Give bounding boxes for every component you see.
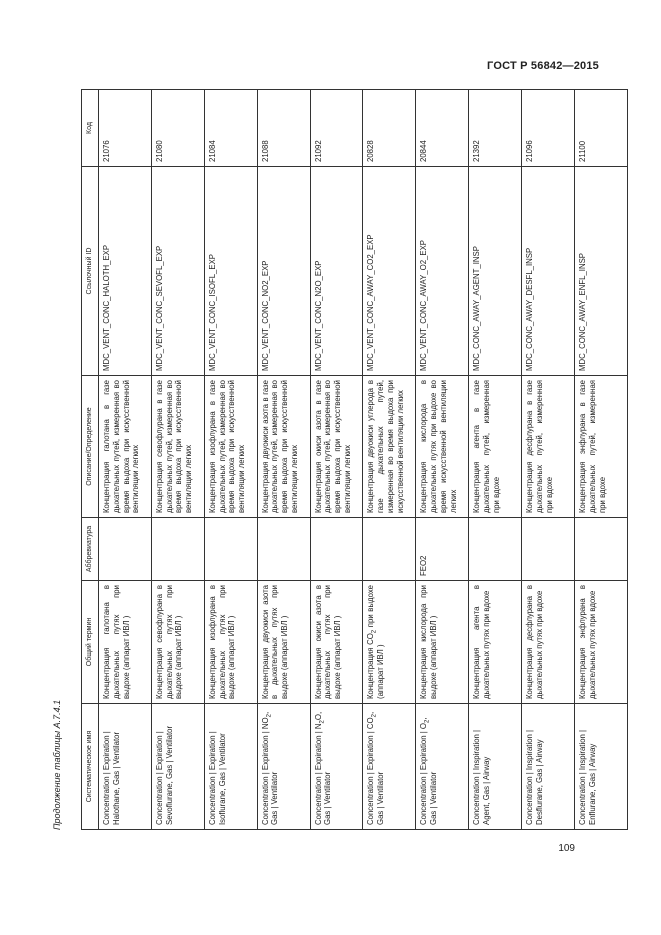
code-cell: 20828 [363,90,416,167]
description-cell: Концентрация десфлурана в газе дыхательных путей, измеренная при вдохе [522,376,575,518]
table-body [99,90,628,830]
code-cell: 21092 [310,90,363,167]
abbreviation-cell [522,518,575,581]
common-term-cell: Концентрация севофлурана в дыхательных путях при выдохе (аппарат ИВЛ ) [151,581,204,704]
reference-id-cell: MDC_VENT_CONC_NO2_EXP [257,167,310,376]
terms-table [81,89,628,830]
abbreviation-cell [99,518,152,581]
table-row [363,90,416,830]
code-cell: 21100 [575,90,628,167]
abbreviation-cell [204,518,257,581]
table-row [416,90,469,830]
common-term-cell: Концентрация двуокиси азота в дыхательных путях при выдохе (аппарат ИВЛ ) [257,581,310,704]
description-cell: Концентрация кислорода в дыхательных путях при выдохе во время искусственной вентиляции легких [416,376,469,518]
description-cell: Концентрация агента в газе дыхательных путей, измеренная при вдохе [469,376,522,518]
systematic-name-cell: Concentration | Expiration | $O_2$, Gas | Ventilator [416,704,469,830]
description-cell: Концентрация галотана в газе дыхательных путей, измеренная во время выдоха при искусственной вентиляции легких [99,376,152,518]
description-cell: Концентрация энфлурана в газе дыхательных путей, измеренная при вдохе [575,376,628,518]
common-term-cell: Концентрация изофлурана в дыхательных путях при выдохе (аппарат ИВЛ ) [204,581,257,704]
code-cell: 21084 [204,90,257,167]
common-term-cell: Концентрация энфлурана в дыхательных путях при вдохе [575,581,628,704]
common-term-cell: Концентрация десфлурана в дыхательных путях при вдохе [522,581,575,704]
column-header-systematic-name: Систематическое имя [82,704,99,830]
reference-id-cell: MDC_VENT_CONC_HALOTH_EXP [99,167,152,376]
column-header-description: Описание/Определение [82,376,99,518]
standard-header: ГОСТ Р 56842—2015 [487,60,599,72]
abbreviation-cell [310,518,363,581]
code-cell: 21096 [522,90,575,167]
reference-id-cell: MDC_CONC_AWAY_DESFL_INSP [522,167,575,376]
table-row [204,90,257,830]
systematic-name-cell: Concentration | Expiration | $CO_2$, Gas | Ventilator [363,704,416,830]
column-header-code: Код [82,90,99,167]
table-row [469,90,522,830]
table-header-row [82,90,99,830]
table-row [257,90,310,830]
common-term-cell: Концентрация кислорода при выдохе (аппарат ИВЛ ) [416,581,469,704]
systematic-name-cell: Concentration | Inspiration | Desflurane, Gas | Airway [522,704,575,830]
systematic-name-cell: Concentration | Expiration | Sevoflurane, Gas | Ventilator [151,704,204,830]
systematic-name-cell: Concentration | Inspiration | Agent, Gas | Airway [469,704,522,830]
abbreviation-cell [575,518,628,581]
table-caption: Продолжение таблицы А.7.4.1 [52,699,62,830]
code-cell: 21076 [99,90,152,167]
page-number: 109 [558,843,575,854]
common-term-cell: Концентрация окиси азота в дыхательных путях при выдохе (аппарат ИВЛ ) [310,581,363,704]
description-cell: Концентрация окиси азота в газе дыхательных путей, измеренная во время выдоха при искусственной вентиляции легких [310,376,363,518]
reference-id-cell: MDC_VENT_CONC_AWAY_CO2_EXP [363,167,416,376]
systematic-name-cell: Concentration | Inspiration | Enflurane, Gas | Airway [575,704,628,830]
description-cell: Концентрация двуокиси углерода в газе дыхательных путей, измеренная во время выдоха при искусственной вентиляции легких [363,376,416,518]
reference-id-cell: MDC_VENT_CONC_SEVOFL_EXP [151,167,204,376]
rotated-table-area [52,90,607,830]
column-header-reference-id: Ссылочный ID [82,167,99,376]
reference-id-cell: MDC_VENT_CONC_AWAY_O2_EXP [416,167,469,376]
code-cell: 21080 [151,90,204,167]
abbreviation-cell [469,518,522,581]
abbreviation-cell: FEO2 [416,518,469,581]
abbreviation-cell [257,518,310,581]
column-header-abbreviation: Аббревиатура [82,518,99,581]
reference-id-cell: MDC_VENT_CONC_ISOFL_EXP [204,167,257,376]
description-cell: Концентрация двуокиси азота в газе дыхательных путей, измеренная во время выдоха при искусственной вентиляции легких [257,376,310,518]
common-term-cell: Концентрация галотана в дыхательных путях при выдохе (аппарат ИВЛ ) [99,581,152,704]
common-term-cell: Концентрация $CO_2$ при выдохе (аппарат ИВЛ ) [363,581,416,704]
reference-id-cell: MDC_CONC_AWAY_AGENT_INSP [469,167,522,376]
table-row [575,90,628,830]
reference-id-cell: MDC_VENT_CONC_N2O_EXP [310,167,363,376]
code-cell: 21088 [257,90,310,167]
systematic-name-cell: Concentration | Expiration | $NO_2$, Gas | Ventilator [257,704,310,830]
code-cell: 20844 [416,90,469,167]
table-row [99,90,152,830]
table-row [310,90,363,830]
description-cell: Концентрация севофлурана в газе дыхательных путей, измеренная во время выдоха при искусственной вентиляции легких [151,376,204,518]
code-cell: 21392 [469,90,522,167]
table-row [151,90,204,830]
column-header-common-term: Общий термин [82,581,99,704]
description-cell: Концентрация изофлурана в газе дыхательных путей, измеренная во время выдоха при искусственной вентиляции легких [204,376,257,518]
reference-id-cell: MDC_CONC_AWAY_ENFL_INSP [575,167,628,376]
table-row [522,90,575,830]
abbreviation-cell [363,518,416,581]
systematic-name-cell: Concentration | Expiration | $N_2O$, Gas | Ventilator [310,704,363,830]
systematic-name-cell: Concentration | Expiration | Isoflurane, Gas | Ventilator [204,704,257,830]
common-term-cell: Концентрация агента в дыхательных путях при вдохе [469,581,522,704]
systematic-name-cell: Concentration | Expiration | Halothane, Gas | Ventilator [99,704,152,830]
abbreviation-cell [151,518,204,581]
